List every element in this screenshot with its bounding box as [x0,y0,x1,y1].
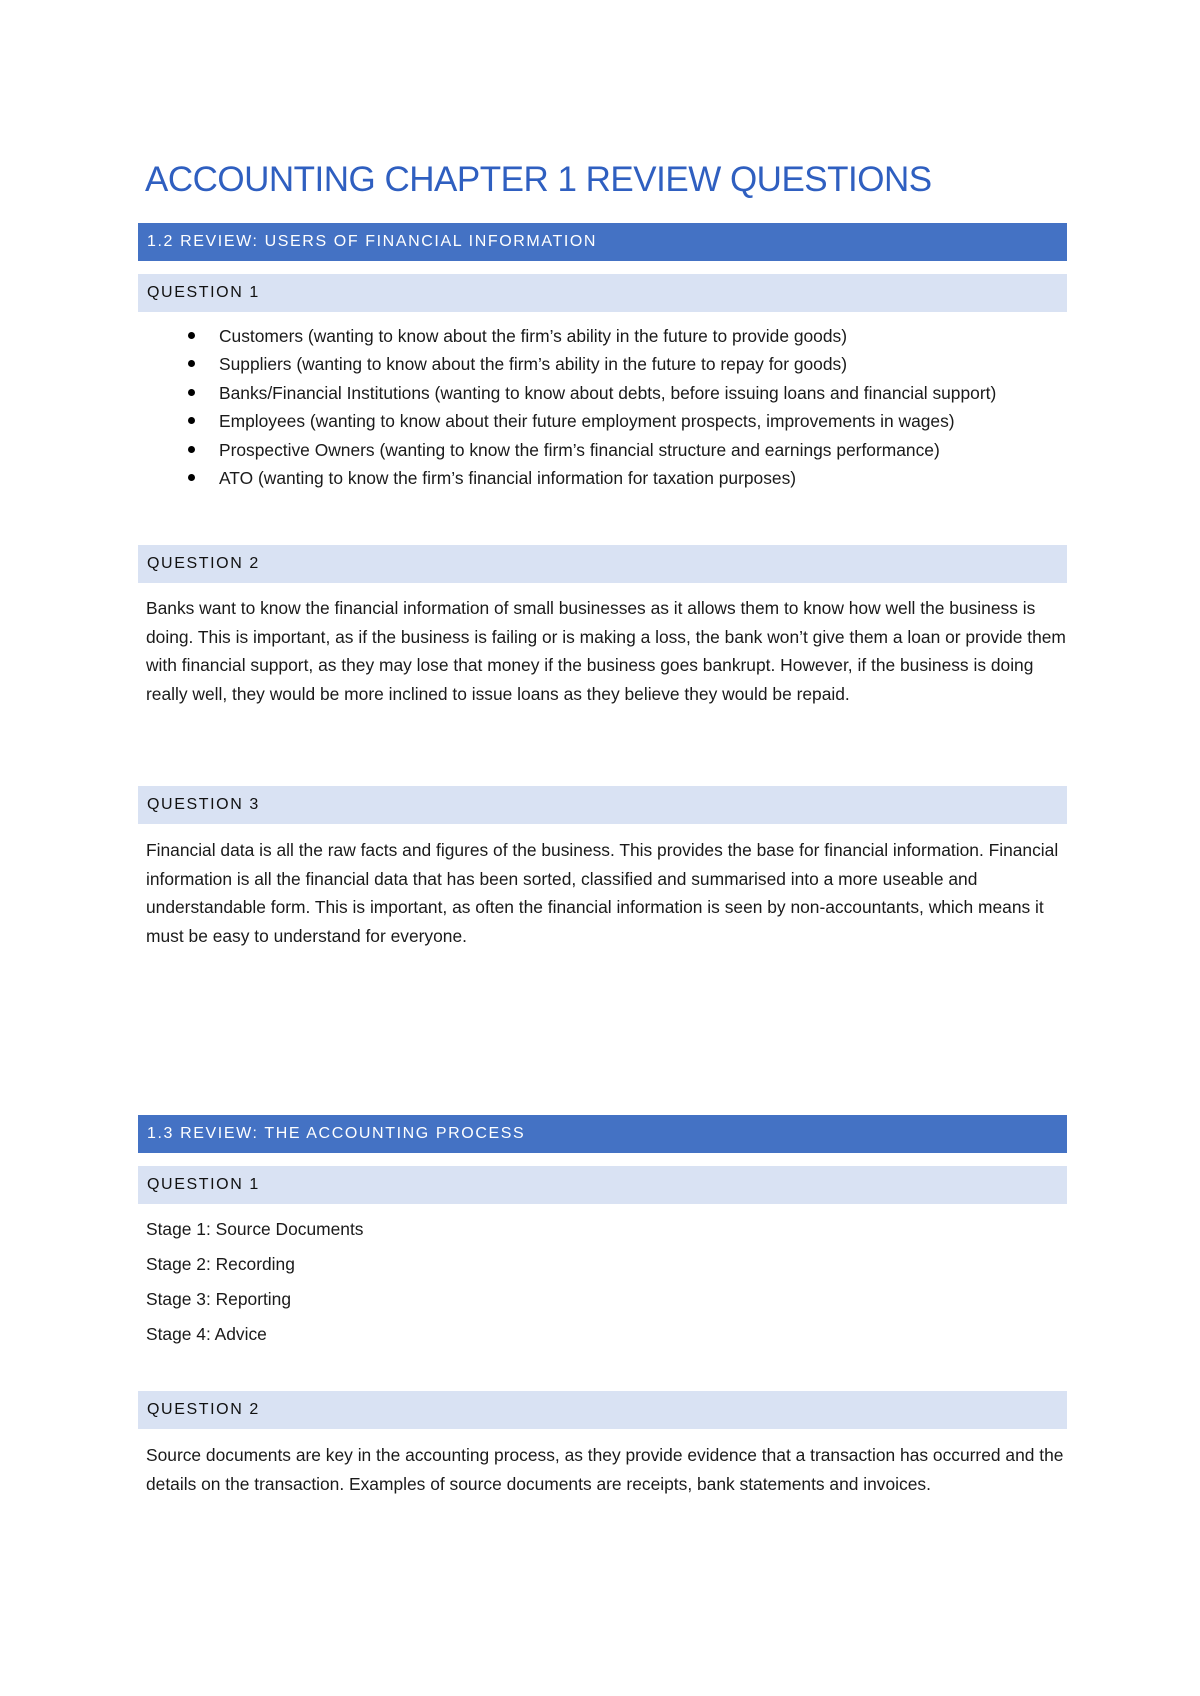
question-1-heading: QUESTION 1 [138,1166,1067,1204]
question-2-answer: Banks want to know the financial information of small businesses as it allows them to know how well the business is doing. This is important, as if the business is failing or is making a loss, the bank won’t give them a loan or provide them with financial support, as they may lose that money if the business goes bankrupt. However, if the business is doing really well, they would be more inclined to issue loans as they believe they would be repaid. [146,598,1066,704]
list-item: ATO (wanting to know the firm’s financial information for taxation purposes) [138,464,1078,492]
bullet-icon [188,389,195,396]
question-2-heading: QUESTION 2 [138,1391,1067,1429]
list-item: Prospective Owners (wanting to know the firm’s financial structure and earnings performance) [138,436,1078,464]
list-item: Customers (wanting to know about the firm’s ability in the future to provide goods) [138,322,1078,350]
section-heading-accounting-process: 1.3 REVIEW: THE ACCOUNTING PROCESS [138,1115,1067,1153]
bullet-icon [188,417,195,424]
bullet-icon [188,474,195,481]
users-bullet-list [138,322,1078,492]
bullet-icon [188,332,195,339]
question-1-heading: QUESTION 1 [138,274,1067,312]
stage-item: Stage 1: Source Documents [146,1219,364,1239]
stage-item: Stage 3: Reporting [146,1289,292,1309]
document-title: ACCOUNTING CHAPTER 1 REVIEW QUESTIONS [145,160,932,199]
list-item: Employees (wanting to know about their future employment prospects, improvements in wages) [138,407,1078,435]
question-2-answer: Source documents are key in the accounting process, as they provide evidence that a transaction has occurred and the details on the transaction. Examples of source documents are receipts, bank statements and invoices. [146,1445,1064,1494]
stage-item: Stage 2: Recording [146,1254,295,1274]
list-item: Banks/Financial Institutions (wanting to know about debts, before issuing loans and financial support) [138,379,1078,407]
section-heading-users-of-financial-information: 1.2 REVIEW: USERS OF FINANCIAL INFORMATION [138,223,1067,261]
question-3-heading: QUESTION 3 [138,786,1067,824]
bullet-icon [188,360,195,367]
question-2-heading: QUESTION 2 [138,545,1067,583]
stage-item: Stage 4: Advice [146,1324,267,1344]
list-item: Suppliers (wanting to know about the firm’s ability in the future to repay for goods) [138,350,1078,378]
bullet-icon [188,446,195,453]
question-3-answer: Financial data is all the raw facts and figures of the business. This provides the base for financial information. Financial information is all the financial data that has been sorted, classified and summarised into a more useable and understandable form. This is important, as often the financial information is seen by non-accountants, which means it must be easy to understand for everyone. [146,840,1059,946]
